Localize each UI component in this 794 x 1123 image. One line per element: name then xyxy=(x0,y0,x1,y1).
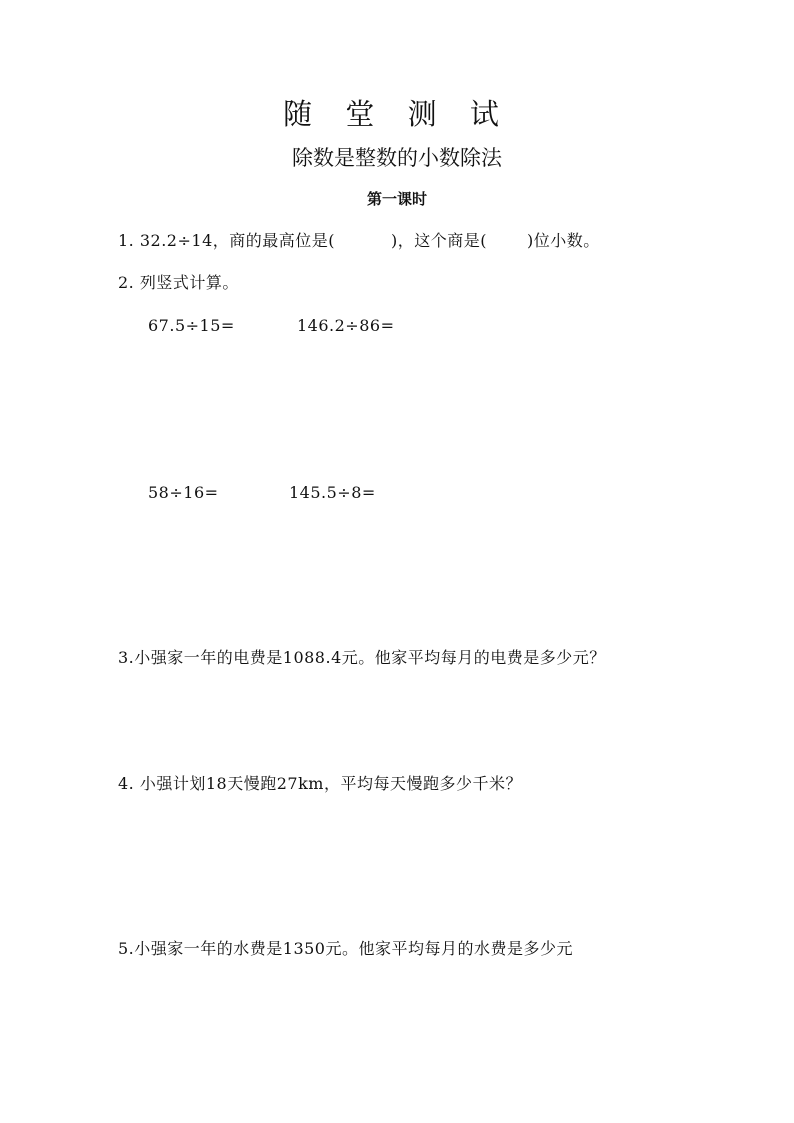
question-1 xyxy=(118,233,600,249)
question-1-prefix: 1. 32.2÷14，商的最高位是( xyxy=(118,231,335,250)
question-1-suffix: )位小数。 xyxy=(527,231,600,250)
calculation-problem: 146.2÷86= xyxy=(297,316,395,335)
lesson-label: 第一课时 xyxy=(366,190,427,208)
question-4: 4. 小强计划18天慢跑27km，平均每天慢跑多少千米？ xyxy=(118,774,522,793)
calculation-problem: 67.5÷15= xyxy=(148,316,235,335)
question-3: 3.小强家一年的电费是1088.4元。他家平均每月的电费是多少元？ xyxy=(118,648,606,667)
question-5: 5.小强家一年的水费是1350元。他家平均每月的水费是多少元 xyxy=(118,939,573,958)
question-1-middle: )，这个商是( xyxy=(391,231,487,250)
page-title: 随 堂 测 试 xyxy=(283,97,511,131)
calculation-problem: 145.5÷8= xyxy=(289,483,376,502)
question-2-label: 2. 列竖式计算。 xyxy=(118,273,239,292)
calculation-problem: 58÷16= xyxy=(148,483,219,502)
page-subtitle: 除数是整数的小数除法 xyxy=(292,146,502,170)
